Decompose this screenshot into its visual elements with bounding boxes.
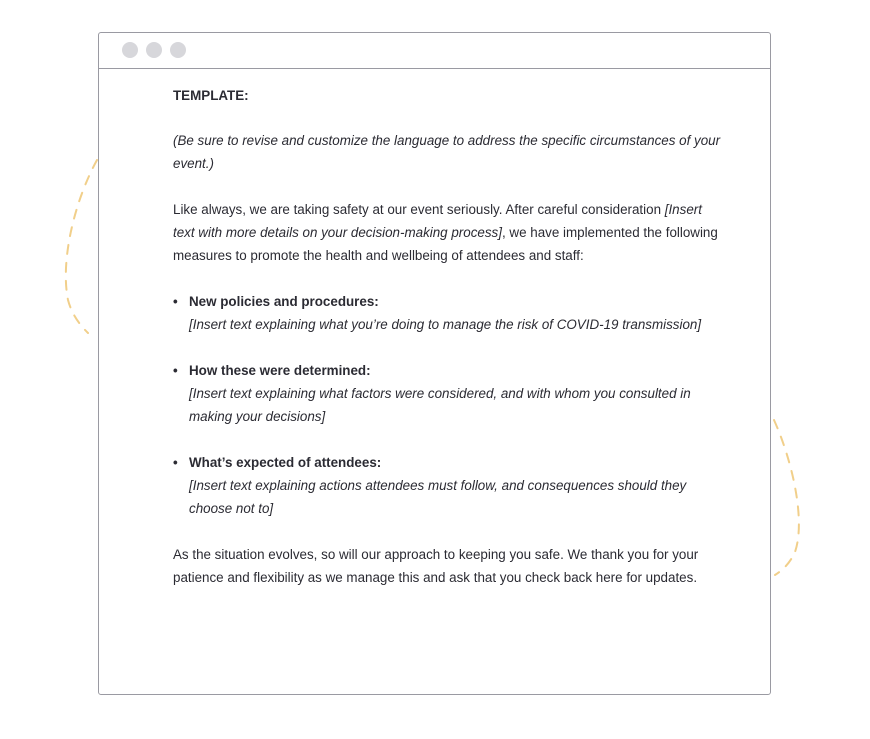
- list-item-title: What’s expected of attendees:: [189, 455, 382, 470]
- template-content: [173, 85, 721, 589]
- window-minimize-dot[interactable]: [146, 42, 162, 58]
- list-item-title: New policies and procedures:: [189, 294, 379, 309]
- list-item-title: How these were determined:: [189, 363, 371, 378]
- browser-window: [98, 32, 771, 695]
- window-maximize-dot[interactable]: [170, 42, 186, 58]
- list-item-description: [Insert text explaining actions attendees must follow, and consequences should they choose not to]: [189, 478, 687, 516]
- intro-insert-placeholder: [Insert text with more details on your decision-making process]: [173, 202, 702, 240]
- intro-paragraph: [173, 198, 721, 267]
- closing-paragraph: As the situation evolves, so will our approach to keeping you safe. We thank you for your patience and flexibility as we manage this and ask that you check back here for updates.: [173, 547, 699, 585]
- bullet-icon: •: [173, 455, 178, 470]
- bullet-icon: •: [173, 363, 178, 378]
- list-item-description: [Insert text explaining what you’re doing to manage the risk of COVID-19 transmission]: [189, 317, 702, 332]
- template-heading: TEMPLATE:: [173, 88, 249, 103]
- list-item: [173, 290, 721, 336]
- bullet-icon: •: [173, 294, 178, 309]
- intro-text-after: , we have implemented the following measures to promote the health and wellbeing of attendees and staff:: [173, 225, 718, 263]
- intro-text-before: Like always, we are taking safety at our event seriously. After careful consideration: [173, 202, 665, 217]
- left-dashed-curve: [66, 160, 97, 333]
- list-item: [173, 451, 721, 520]
- list-item: [173, 359, 721, 428]
- window-titlebar: [99, 33, 770, 69]
- measures-list: [173, 290, 721, 520]
- window-close-dot[interactable]: [122, 42, 138, 58]
- customize-note: (Be sure to revise and customize the language to address the specific circumstances of your event.): [173, 133, 721, 171]
- list-item-description: [Insert text explaining what factors were considered, and with whom you consulted in making your decisions]: [189, 386, 691, 424]
- right-dashed-curve: [774, 420, 799, 575]
